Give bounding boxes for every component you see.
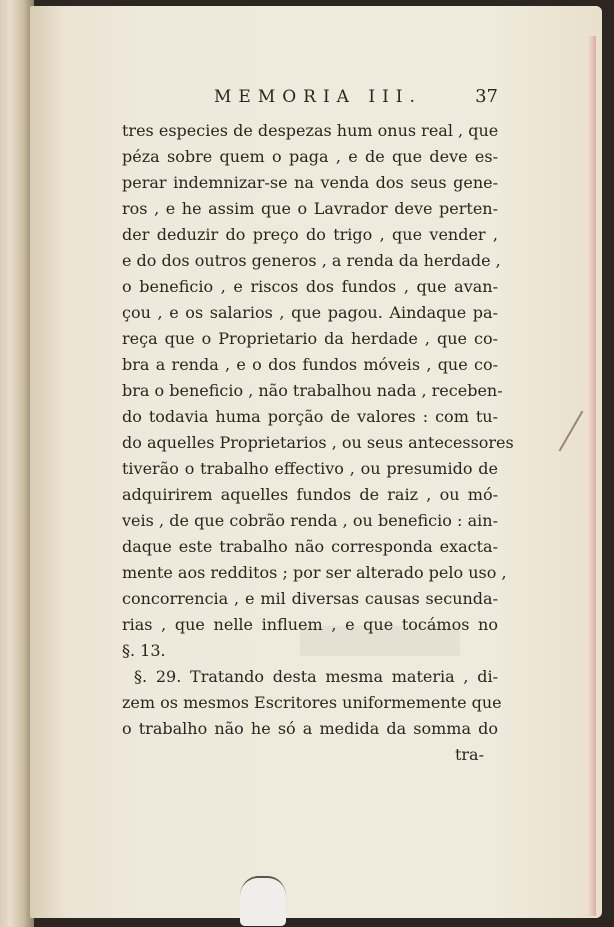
- text-line: tiverão o trabalho effectivo , ou presumido de: [122, 459, 498, 478]
- text-line: daque este trabalho não corresponda exacta-: [122, 537, 498, 556]
- text-line: o beneficio , e riscos dos fundos , que avan-: [122, 277, 498, 296]
- text-line: adquirirem aquelles fundos de raiz , ou mó-: [122, 485, 498, 504]
- text-line: bra o beneficio , não trabalhou nada , receben-: [122, 381, 503, 400]
- text-line: bra a renda , e o dos fundos móveis , que co-: [122, 355, 498, 374]
- text-line: veis , de que cobrão renda , ou beneficio : ain-: [122, 511, 498, 530]
- text-line: zem os mesmos Escritores uniformemente que: [122, 693, 502, 712]
- text-line: rias , que nelle influem , e que tocámos no: [122, 615, 498, 634]
- text-line: reça que o Proprietario da herdade , que co-: [122, 329, 498, 348]
- catchword: tra-: [454, 745, 484, 764]
- section-heading-line: §. 29. Tratando desta mesma materia , di-: [134, 667, 498, 686]
- text-line: mente aos redditos ; por ser alterado pelo uso ,: [122, 563, 507, 582]
- page-clip: [240, 876, 286, 926]
- text-line: o trabalho não he só a medida da somma do: [122, 719, 498, 738]
- text-line: çou , e os salarios , que pagou. Aindaque pa-: [122, 303, 498, 322]
- text-line: péza sobre quem o paga , e de que deve es-: [122, 147, 498, 166]
- text-line: e do dos outros generos , a renda da herdade ,: [122, 251, 501, 270]
- text-line: ros , e he assim que o Lavrador deve perten-: [122, 199, 498, 218]
- running-title: MEMORIA III.: [214, 87, 422, 107]
- page-number: 37: [475, 86, 498, 107]
- text-line: perar indemnizar-se na venda dos seus gene-: [122, 173, 498, 192]
- text-line: do aquelles Proprietarios , ou seus antecessores: [122, 433, 514, 452]
- text-line: der deduzir do preço do trigo , que vender ,: [122, 225, 498, 244]
- text-block: [122, 86, 514, 768]
- catchword-row: [122, 742, 498, 768]
- section-reference: §. 13.: [122, 641, 166, 660]
- book-binding-edge: [0, 0, 34, 927]
- page-header: [122, 86, 498, 118]
- page-fore-edge: [586, 36, 596, 916]
- text-line: do todavia huma porção de valores : com tu-: [122, 407, 498, 426]
- text-line: concorrencia , e mil diversas causas secunda-: [122, 589, 498, 608]
- text-line: tres especies de despezas hum onus real , que: [122, 121, 499, 140]
